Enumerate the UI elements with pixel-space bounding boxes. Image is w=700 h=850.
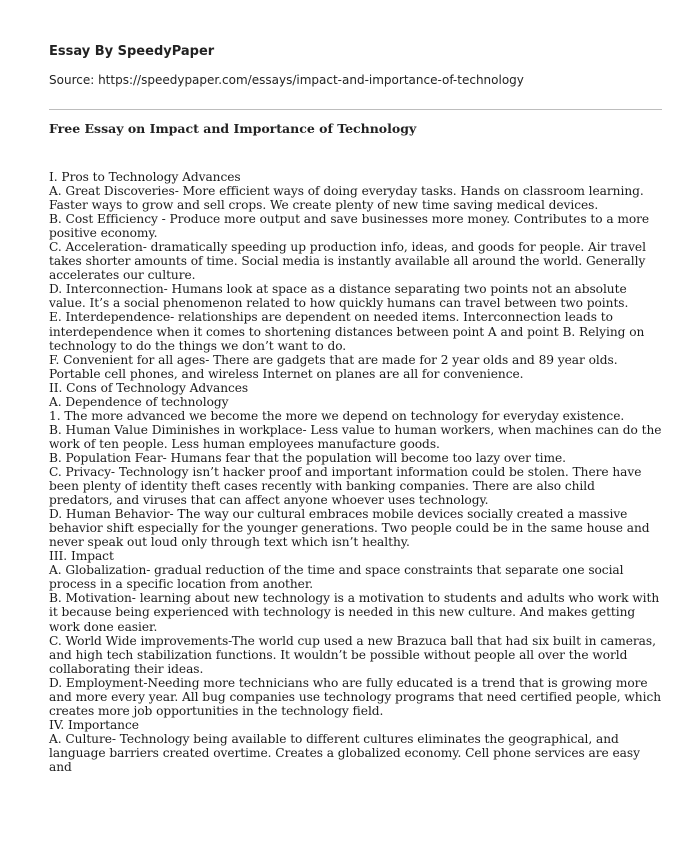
outline-item: C. Privacy- Technology isn’t hacker proof and important information could be stolen. There have been plenty of identity theft cases recently with banking companies. There are also child predators, and viruses that can affect anyone whoever uses technology. (49, 464, 642, 508)
outline-item: E. Interdependence- relationships are dependent on needed items. Interconnection leads to interdependence when it comes to shortening distances between point A and point B. Relying on technology to do the things we don’t want to do. (49, 310, 645, 353)
outline-item: A. Dependence of technology (49, 394, 229, 409)
essay-title: Free Essay on Impact and Importance of Technology (49, 121, 417, 136)
outline-item: B. Cost Efficiency - Produce more output and save businesses more money. Contributes to a more positive economy. (49, 212, 650, 241)
outline-item: C. Acceleration- dramatically speeding up production info, ideas, and goods for people. Air travel takes shorter amounts of time. Social media is instantly available all around the world. Generally accelerates our culture. (49, 240, 646, 283)
outline-item: B. Motivation- learning about new technology is a motivation to students and adults who work with it because being experienced with technology is needed in this new culture. And makes getting work done easier. (49, 591, 660, 634)
outline-item: A. Great Discoveries- More efficient ways of doing everyday tasks. Hands on classroom learning. Faster ways to grow and sell crops. We create plenty of new time saving medical devices. (49, 184, 644, 213)
outline-item: A. Globalization- gradual reduction of the time and space constraints that separate one social process in a specific location from another. (49, 563, 624, 592)
outline-item: 1. The more advanced we become the more we depend on technology for everyday existence. (49, 408, 625, 423)
source-line: Source: https://speedypaper.com/essays/impact-and-importance-of-technology (49, 73, 524, 87)
outline-heading: I. Pros to Technology Advances (49, 170, 241, 184)
outline-heading: II. Cons of Technology Advances (49, 380, 249, 395)
outline-item: B. Human Value Diminishes in workplace- Less value to human workers, when machines can do the work of ten people. Less human employees manufacture goods. (49, 422, 662, 451)
outline-item: D. Employment-Needing more technicians who are fully educated is a trend that is growing more and more every year. All bug companies use technology programs that need certified people, which creates more job opportunities in the technology field. (49, 675, 662, 718)
document-header-title: Essay By SpeedyPaper (49, 44, 215, 59)
outline-item: D. Human Behavior- The way our cultural embraces mobile devices socially created a massive behavior shift especially for the younger generations. Two people could be in the same house and never speak out loud only through text which isn’t healthy. (49, 507, 650, 550)
header-divider (49, 109, 662, 110)
outline-item: A. Culture- Technology being available to different cultures eliminates the geographical, and language barriers created overtime. Creates a globalized economy. Cell phone services are easy and (49, 731, 640, 774)
outline-item: D. Interconnection- Humans look at space as a distance separating two points not an absolute value. It’s a social phenomenon related to how quickly humans can travel between two points. (49, 282, 629, 311)
outline-item: C. World Wide improvements-The world cup used a new Brazuca ball that had six built in cameras, and high tech stabilization functions. It wouldn’t be possible without people all over the world collaborating their ideas. (49, 633, 656, 676)
outline-item: F. Convenient for all ages- There are gadgets that are made for 2 year olds and 89 year olds. Portable cell phones, and wireless Internet on planes are all for convenience. (49, 352, 618, 381)
outline-item: B. Population Fear- Humans fear that the population will become too lazy over time. (49, 450, 566, 465)
outline-heading: IV. Importance (49, 717, 139, 732)
outline-heading: III. Impact (49, 549, 114, 564)
essay-body (49, 170, 662, 774)
